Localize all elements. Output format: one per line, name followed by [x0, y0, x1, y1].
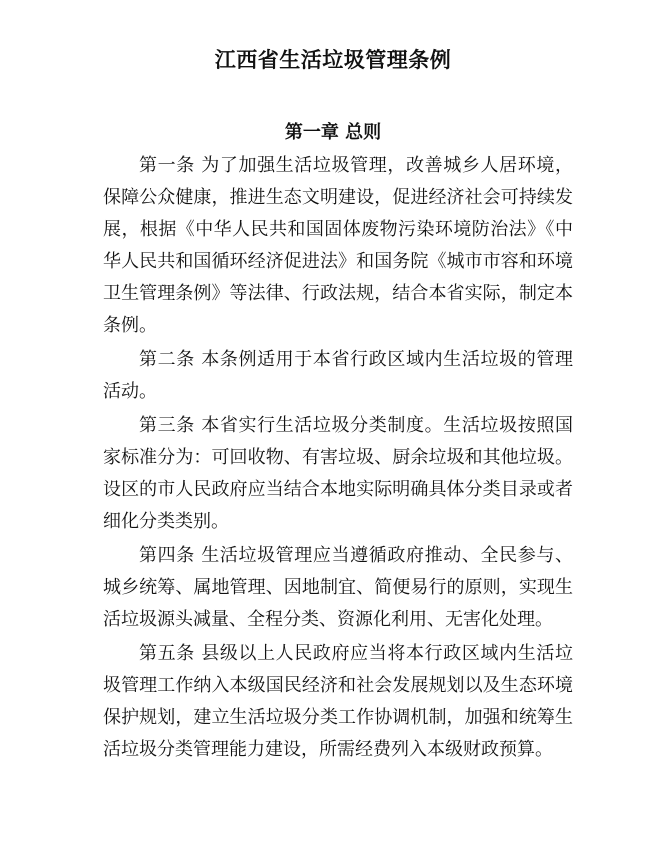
article-5: 第五条 县级以上人民政府应当将本行政区域内生活垃圾管理工作纳入本级国民经济和社会发展规划以及生态环境保护规划，建立生活垃圾分类工作协调机制，加强和统筹生活垃圾分类管理能力建设，所需经费列入本级财政预算。: [103, 643, 573, 760]
article-1: 第一条 为了加强生活垃圾管理，改善城乡人居环境，保障公众健康，推进生态文明建设，促进经济社会可持续发展，根据《中华人民共和国固体废物污染环境防治法》《中华人民共和国循环经济促进法》和国务院《城市市容和环境卫生管理条例》等法律、行政法规，结合本省实际，制定本条例。: [103, 155, 573, 336]
chapter-title: 第一章 总则: [284, 122, 382, 143]
article-2: 第二条 本条例适用于本省行政区域内生活垃圾的管理活动。: [103, 349, 573, 402]
article-3: 第三条 本省实行生活垃圾分类制度。生活垃圾按照国家标准分为：可回收物、有害垃圾、厨余垃圾和其他垃圾。设区的市人民政府应当结合本地实际明确具体分类目录或者细化分类类别。: [103, 415, 573, 532]
article-4: 第四条 生活垃圾管理应当遵循政府推动、全民参与、城乡统筹、属地管理、因地制宜、简便易行的原则，实现生活垃圾源头减量、全程分类、资源化利用、无害化处理。: [103, 545, 573, 630]
document-title: 江西省生活垃圾管理条例: [214, 47, 452, 72]
document-body: [103, 150, 573, 768]
